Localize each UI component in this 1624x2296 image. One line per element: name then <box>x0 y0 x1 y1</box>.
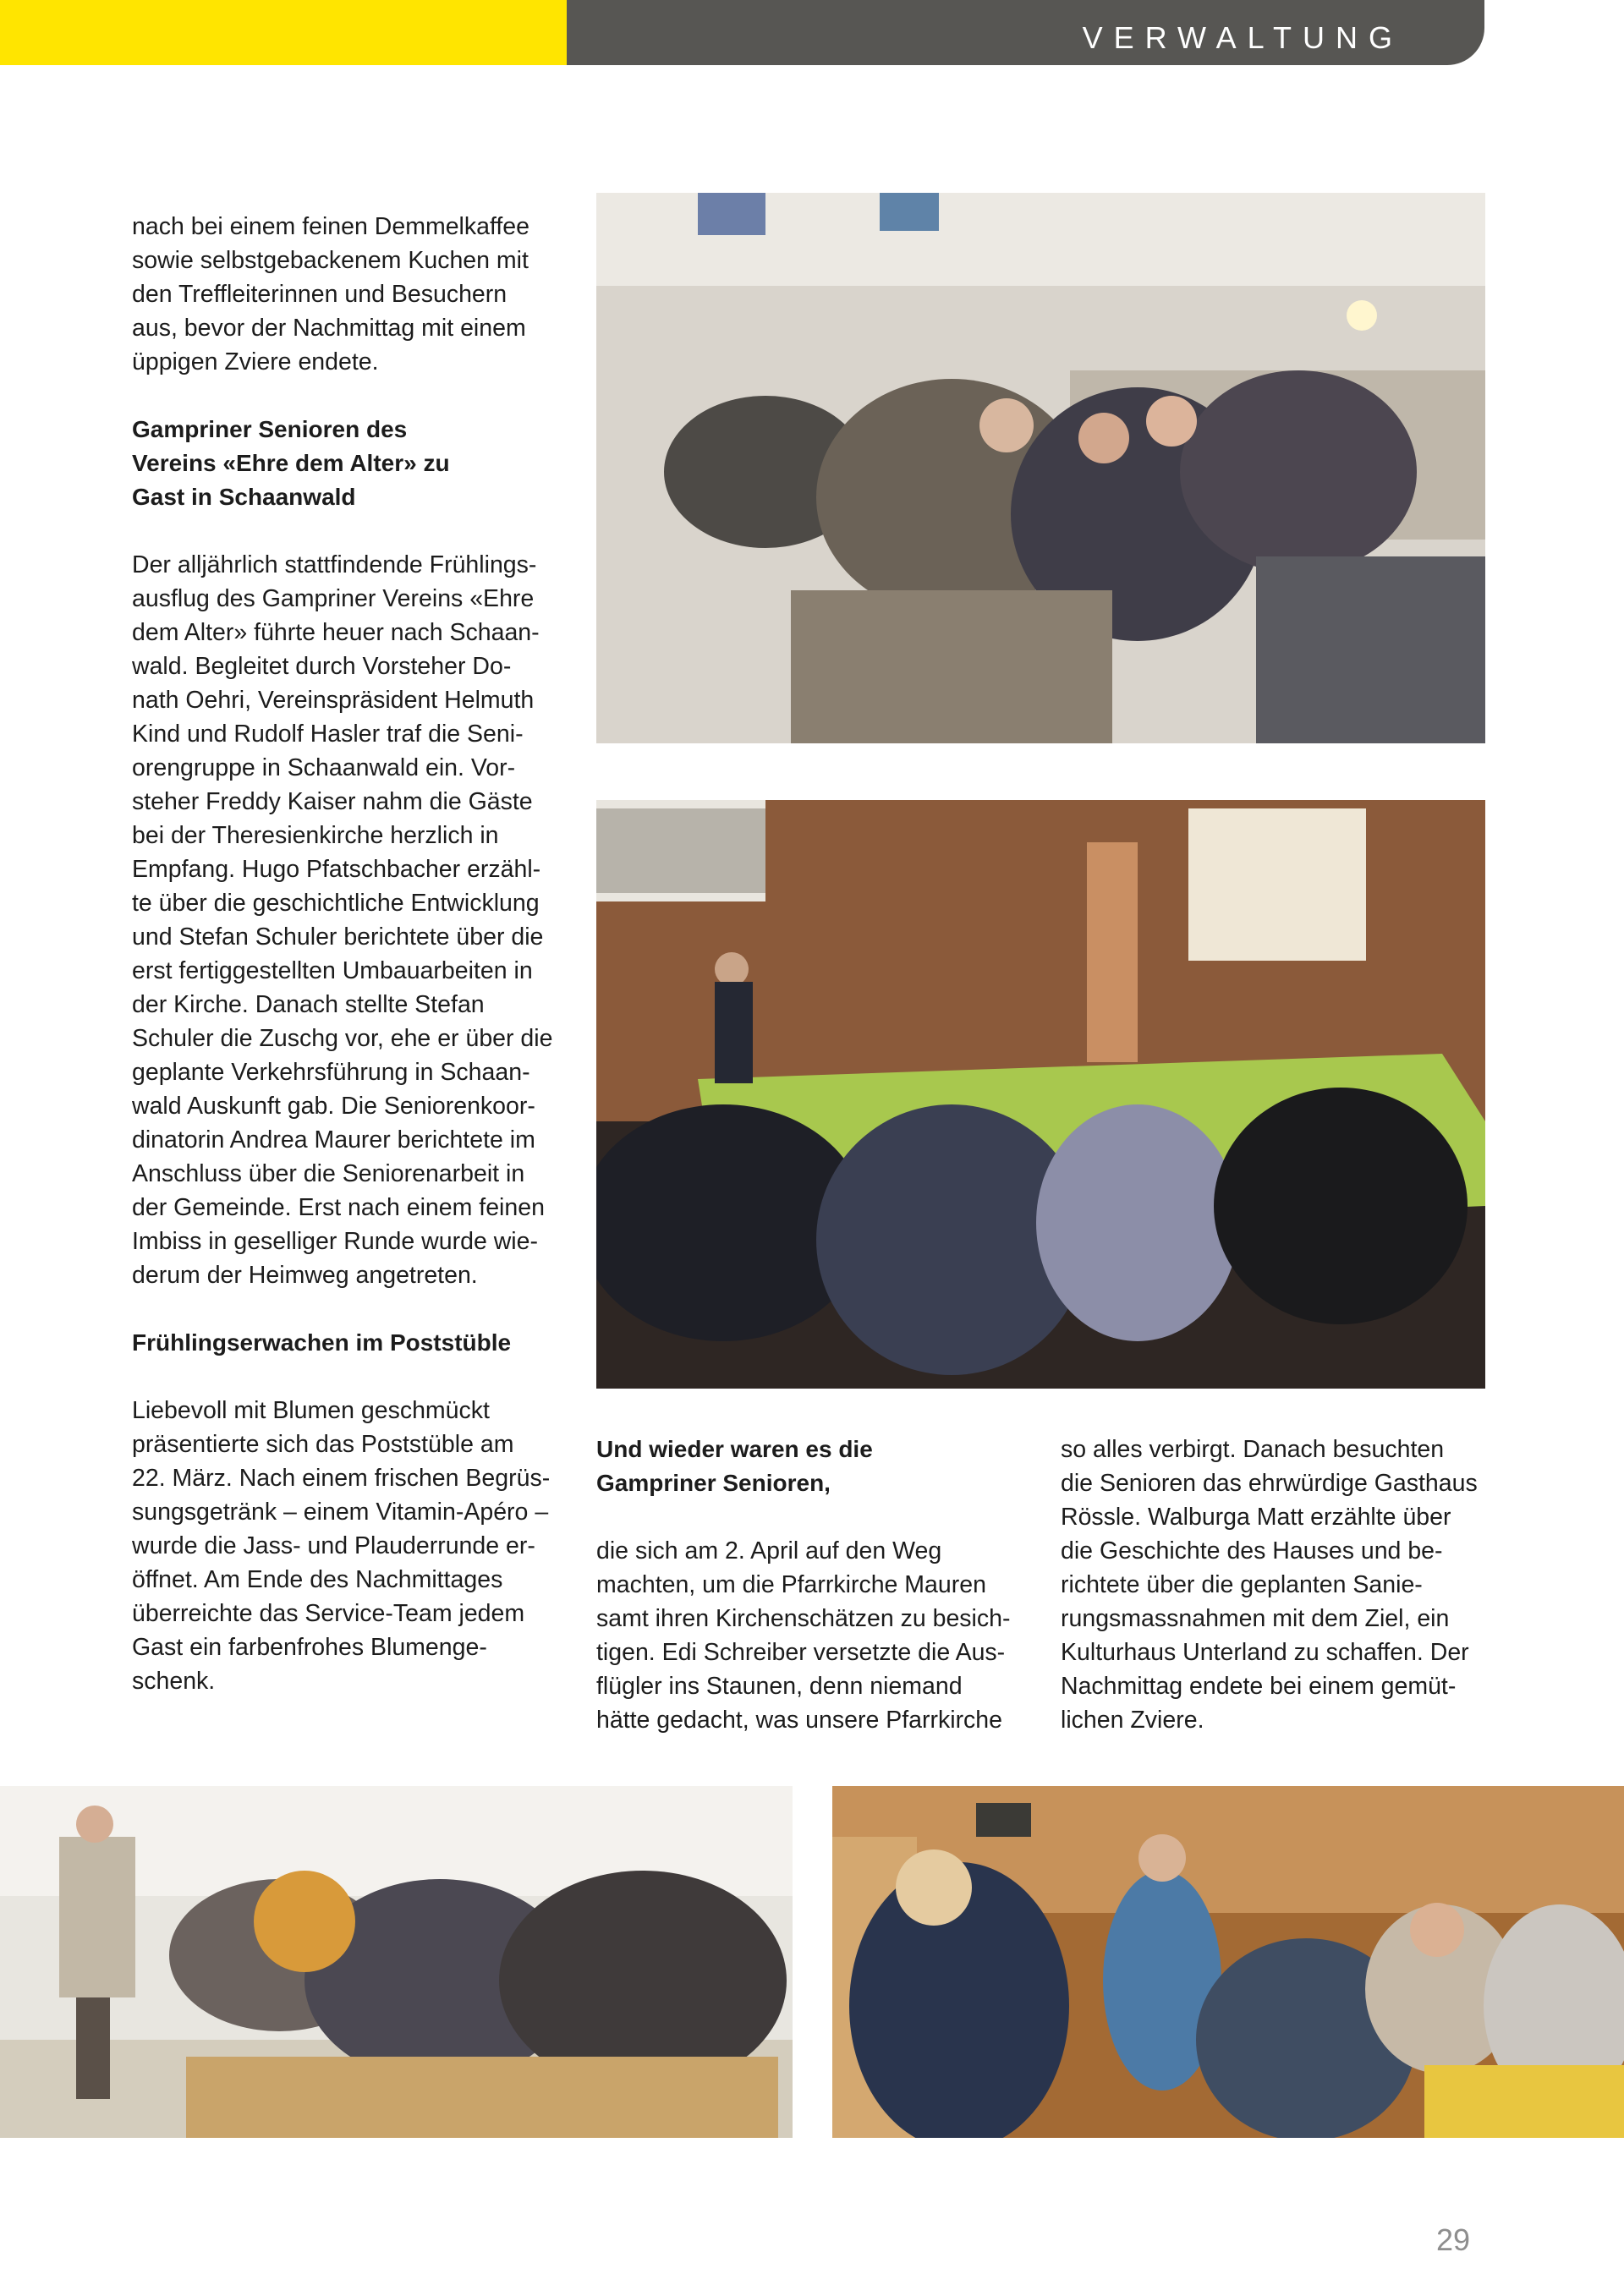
header-section-band <box>567 0 1484 65</box>
heading-poststueble: Frühlingserwachen im Poststüble <box>132 1329 512 1356</box>
schaanwald-paragraph: Der alljährlich stattfindende Frühlings- ausflug des Gampriner Vereins «Ehre dem Alter» führte heuer nach Schaan- wald. Begleitet durch Vorsteher Do- nath Oehri, Vereinspräsident Helmuth Kind und Rudolf Hasler traf die Seni- orengruppe in Schaanwald ein. Vor- steher Freddy Kaiser nahm die Gäste bei der Theresienkirche herzlich in Empfang. Hugo Pfatschbacher erzähl- te über die geschichtliche Entwicklung und Stefan Schuler berichtete über die erst fertiggestellten Umbauarbeiten in der Kirche. Danach stellte Stefan Schuler die Zuschg vor, ehe er über die geplante Verkehrsführung in Schaan- wald Auskunft gab. Die Seniorenkoor- dinatorin Andrea Maurer berichtete im Anschluss über die Seniorenarbeit in der Gemeinde. Erst nach einem feinen Imbiss in geselliger Runde wurde wie- derum der Heimweg angetreten. <box>132 551 553 1289</box>
photo-church-hall-audience <box>596 193 1485 743</box>
intro-paragraph: nach bei einem feinen Demmelkaffee sowie selbstgebackenem Kuchen mit den Treffleiterinnen und Besuchern aus, bevor der Nachmittag mit einem üppigen Zviere endete. <box>132 213 529 375</box>
page-number: 29 <box>1435 2222 1470 2257</box>
photo-speaker-audience <box>0 1786 793 2138</box>
poststueble-paragraph: Liebevoll mit Blumen geschmückt präsentierte sich das Poststüble am 22. März. Nach einem frischen Begrüs- sungsgetränk – einem Vitamin-Apéro – wurde die Jass- und Plauderrunde er- öffnet. Am Ende des Nachmittages überreichte das Service-Team jedem Gast ein farbenfrohes Blumenge- schenk. <box>132 1397 551 1695</box>
roessle-paragraph: so alles verbirgt. Danach besuchten die Senioren das ehrwürdige Gasthaus Rössle. Walburga Matt erzählte über die Geschichte des Hauses und be- richtete über die geplanten Sanie- rungsmassnahmen mit dem Ziel, ein Kulturhaus Unterland zu schaffen. Der Nachmittag endete bei einem gemüt- lichen Zviere. <box>1061 1436 1478 1734</box>
left-text-column <box>132 210 557 1698</box>
photo-gasthaus-roessle <box>832 1786 1624 2138</box>
photo-presentation-tables <box>596 800 1485 1389</box>
middle-text-column <box>596 1433 1021 1737</box>
header-accent-bar <box>0 0 567 65</box>
right-text-column <box>1061 1433 1485 1737</box>
mauren-paragraph: die sich am 2. April auf den Weg machten, um die Pfarrkirche Mauren samt ihren Kirchenschätzen zu besich- tigen. Edi Schreiber versetzte die Aus- flügler ins Staunen, denn niemand hätte gedacht, was unsere Pfarrkirche <box>596 1537 1011 1734</box>
heading-schaanwald: Gampriner Senioren des Vereins «Ehre dem Alter» zu Gast in Schaanwald <box>132 416 450 510</box>
section-title: VERWALTUNG <box>1082 20 1403 55</box>
heading-mauren: Und wieder waren es die Gampriner Senioren, <box>596 1436 873 1496</box>
